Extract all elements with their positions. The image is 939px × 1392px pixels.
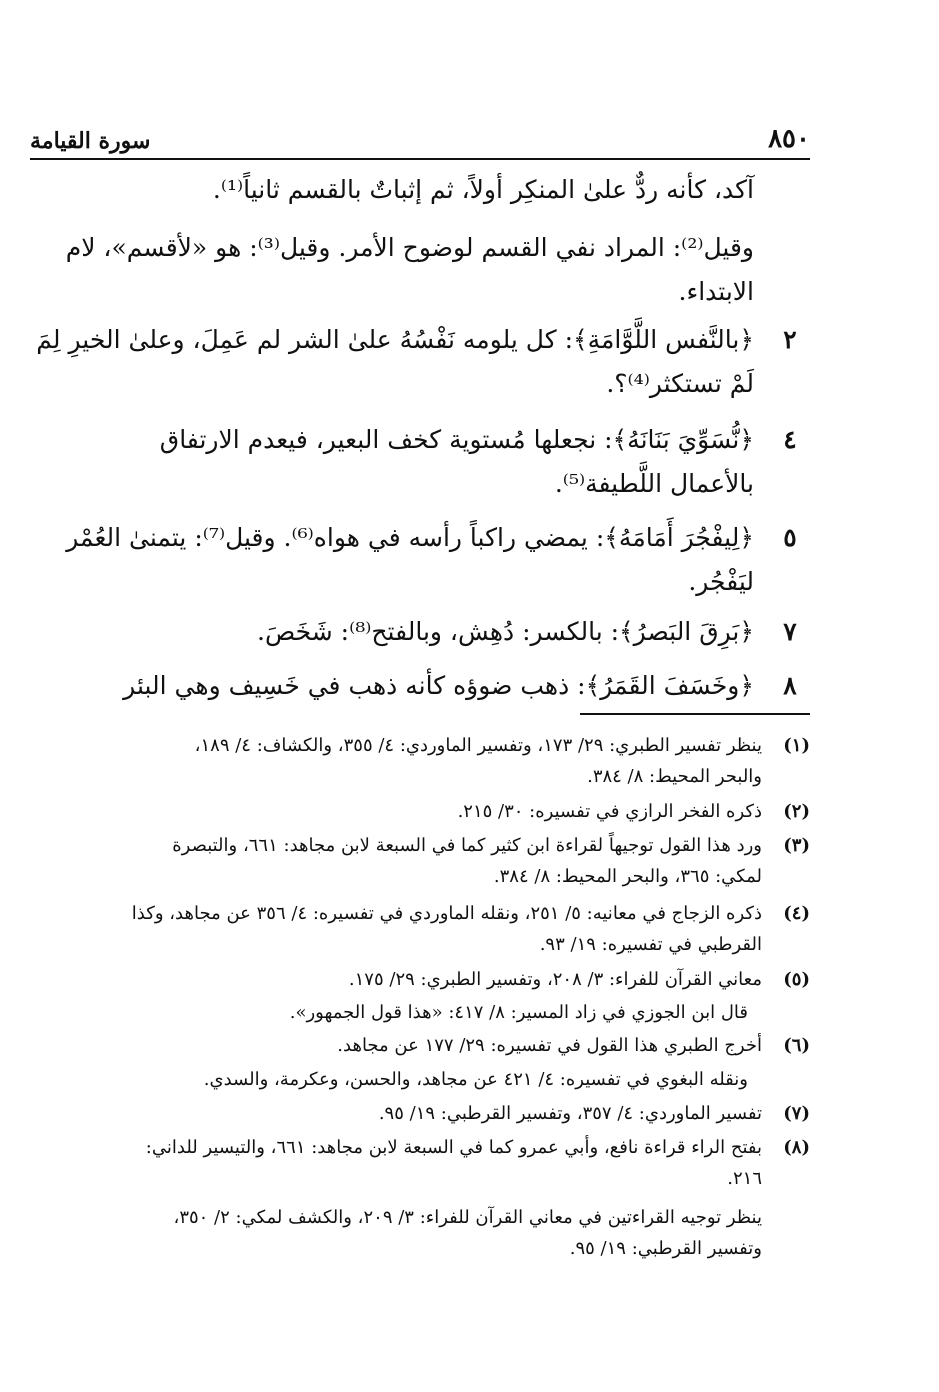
footnote-line: ذكره الفخر الرازي في تفسيره: ٣٠/ ٢١٥.: [457, 801, 762, 822]
verse-number: ٤: [783, 425, 797, 454]
footnote-number: (٥): [783, 969, 810, 990]
footnote-line: وتفسير القرطبي: ١٩/ ٩٥.: [569, 1238, 762, 1259]
footnote-number: (٨): [783, 1137, 810, 1158]
verse-line: ﴿وخَسَفَ القَمَرُ﴾: ذهب ضوؤه كأنه ذهب في خَسِيف وهي البئر: [123, 671, 754, 700]
header-rule: [30, 158, 810, 160]
footnote-line: والبحر المحيط: ٨/ ٣٨٤.: [587, 766, 762, 787]
verse-line: ليَفْجُر.: [688, 567, 754, 596]
footnote-line: ينظر تفسير الطبري: ٢٩/ ١٧٣، وتفسير الماوردي: ٤/ ٣٥٥، والكشاف: ٤/ ١٨٩،: [194, 735, 762, 756]
intro-text-1: آكد، كأنه ردٌّ علىٰ المنكِر أولاً، ثم إثباتٌ بالقسم ثانياً⁽¹⁾.: [212, 175, 754, 204]
footnote-line: لمكي: ٣٦٥، والبحر المحيط: ٨/ ٣٨٤.: [493, 866, 762, 887]
verse-number: ٥: [783, 523, 797, 552]
footnote-number: (٤): [783, 903, 810, 924]
footnote-line: أخرج الطبري هذا القول في تفسيره: ٢٩/ ١٧٧ عن مجاهد.: [337, 1035, 762, 1056]
verse-line: ﴿بَرِقَ البَصرُ﴾: بالكسر: دُهِش، وبالفتح⁽⁸⁾: شَخَصَ.: [257, 617, 754, 646]
intro-text-3: الابتداء.: [678, 277, 754, 306]
verse-line: ﴿بالنَّفس اللَّوَّامَةِ﴾: كل يلومه نَفْسُهُ علىٰ الشر لم عَمِلَ، وعلىٰ الخيرِ لِمَ: [36, 325, 754, 354]
footnote-line: القرطبي في تفسيره: ١٩/ ٩٣.: [539, 934, 762, 955]
footnote-line: ذكره الزجاج في معانيه: ٥/ ٢٥١، ونقله الماوردي في تفسيره: ٤/ ٣٥٦ عن مجاهد، وكذا: [131, 903, 762, 924]
verse-number: ٢: [783, 325, 797, 354]
footnote-number: (١): [783, 735, 810, 756]
intro-paragraph: [30, 226, 810, 314]
footnote-number: (٣): [783, 835, 810, 856]
footnote-line: ونقله البغوي في تفسيره: ٤/ ٤٢١ عن مجاهد، والحسن، وعكرمة، والسدي.: [203, 1069, 748, 1090]
footnote-number: (٦): [783, 1035, 810, 1056]
page-header: [30, 122, 810, 156]
verse-number: ٧: [783, 617, 797, 646]
footnote-number: (٧): [783, 1103, 810, 1124]
intro-line-1: [30, 168, 810, 212]
footnote-line: قال ابن الجوزي في زاد المسير: ٨/ ٤١٧: «هذا قول الجمهور».: [289, 1002, 748, 1023]
footnote-line: معاني القرآن للفراء: ٣/ ٢٠٨، وتفسير الطبري: ٢٩/ ١٧٥.: [348, 969, 762, 990]
footnote-line: تفسير الماوردي: ٤/ ٣٥٧، وتفسير القرطبي: ١٩/ ٩٥.: [378, 1103, 762, 1124]
page-number: ٨٥٠: [768, 124, 810, 154]
verse-line: بالأعمال اللَّطيفة⁽⁵⁾.: [554, 469, 754, 498]
verse-number: ٨: [783, 671, 797, 700]
verse-line: ﴿نُّسَوِّيَ بَنَانَهُ﴾: نجعلها مُستوية كخف البعير، فيعدم الارتفاق: [159, 425, 754, 454]
footnote-number: (٢): [783, 801, 810, 822]
intro-text-2: وقيل⁽²⁾: المراد نفي القسم لوضوح الأمر. وقيل⁽³⁾: هو «لأقسم»، لام: [65, 233, 754, 262]
surah-title: سورة القيامة: [30, 128, 151, 154]
footnote-line: ورد هذا القول توجيهاً لقراءة ابن كثير كما في السبعة لابن مجاهد: ٦٦١، والتبصرة: [172, 835, 762, 856]
footnote-separator: [580, 713, 810, 715]
verse-line: ﴿لِيفْجُرَ أَمَامَهُ﴾: يمضي راكباً رأسه في هواه⁽⁶⁾. وقيل⁽⁷⁾: يتمنىٰ العُمْر: [66, 523, 754, 552]
footnote-line: بفتح الراء قراءة نافع، وأبي عمرو كما في السبعة لابن مجاهد: ٦٦١، والتيسير للداني:: [145, 1137, 762, 1158]
footnote-line: ينظر توجيه القراءتين في معاني القرآن للفراء: ٣/ ٢٠٩، والكشف لمكي: ٢/ ٣٥٠،: [173, 1207, 762, 1228]
footnote-line: ٢١٦.: [727, 1168, 762, 1189]
verse-line: لَمْ تستكثر⁽⁴⁾؟.: [606, 369, 754, 398]
